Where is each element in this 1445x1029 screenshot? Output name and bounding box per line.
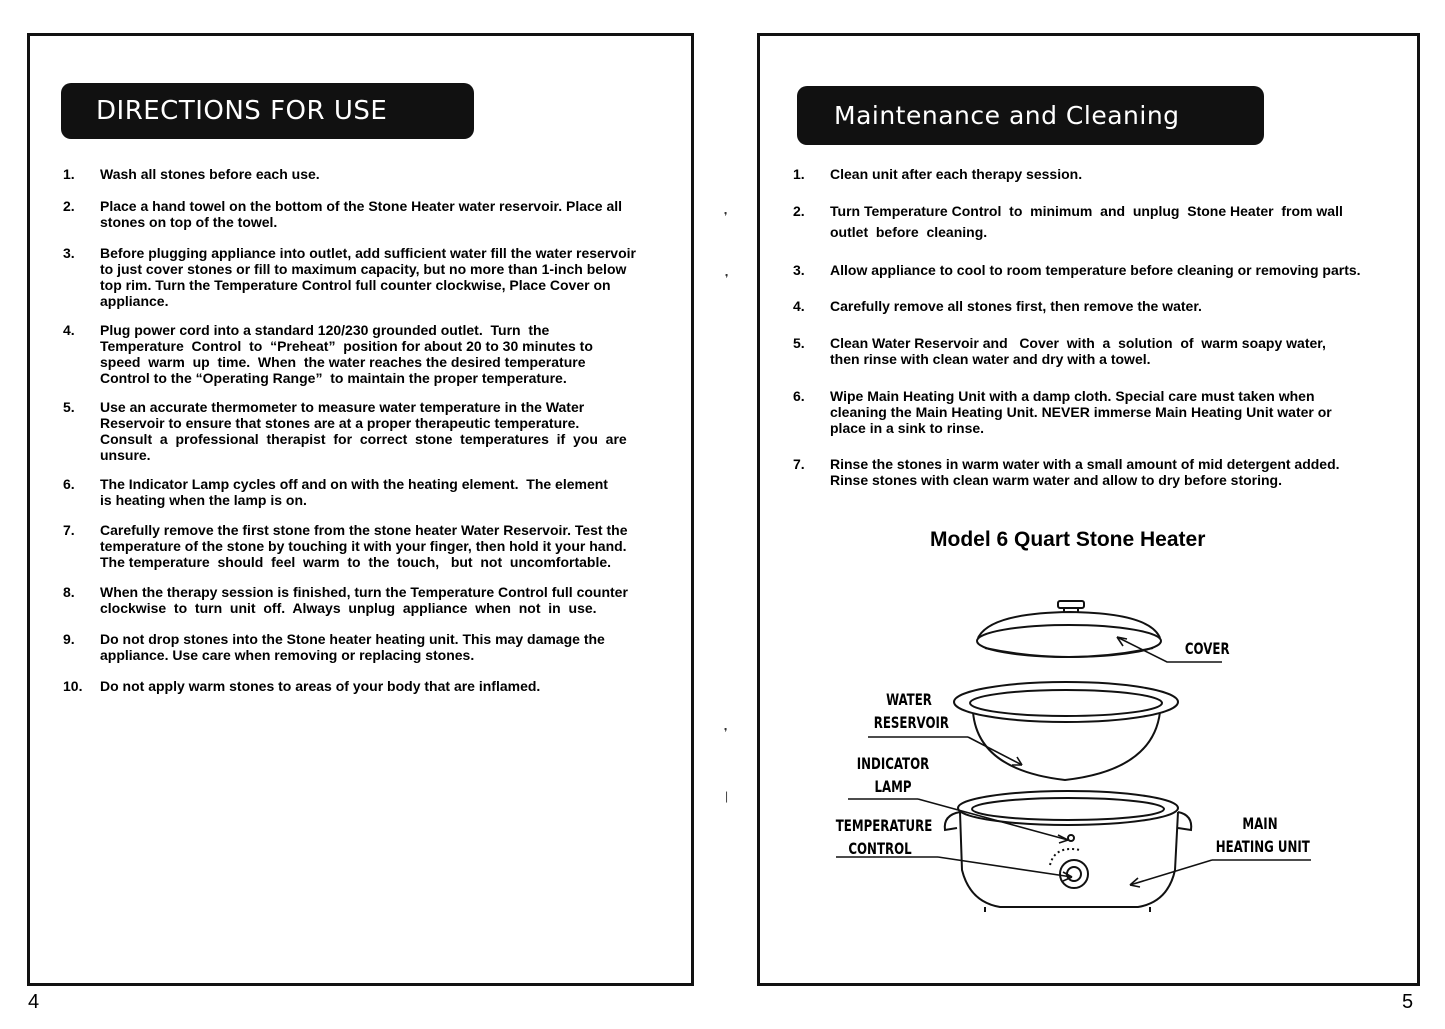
step-text-line: outlet before cleaning. bbox=[830, 224, 988, 240]
step-number: 10. bbox=[63, 678, 83, 694]
step-number: 8. bbox=[63, 584, 75, 600]
step-text-line: When the therapy session is finished, turn the Temperature Control full counter bbox=[100, 584, 628, 600]
step-text-line: Plug power cord into a standard 120/230 grounded outlet. Turn the bbox=[100, 322, 550, 338]
step-text-line: stones on top of the towel. bbox=[100, 214, 278, 230]
step-text-line: Turn Temperature Control to minimum and unplug Stone Heater from wall bbox=[830, 203, 1343, 219]
step-number: 2. bbox=[793, 203, 805, 219]
step-number: 2. bbox=[63, 198, 75, 214]
temperature-control-label: TEMPERATURE CONTROL bbox=[835, 816, 933, 858]
step-text-line: The temperature should feel warm to the touch, but not uncomfortable. bbox=[100, 554, 612, 570]
step-number: 1. bbox=[63, 166, 75, 182]
step-number: 4. bbox=[63, 322, 75, 338]
step-number: 7. bbox=[793, 456, 805, 472]
step-text-line: then rinse with clean water and dry with a towel. bbox=[830, 351, 1151, 367]
step-text-line: Consult a professional therapist for correct stone temperatures if you are bbox=[100, 431, 627, 447]
left-page-number: 4 bbox=[28, 991, 40, 1013]
step-text-line: appliance. Use care when removing or replacing stones. bbox=[100, 647, 475, 663]
step-text-line: place in a sink to rinse. bbox=[830, 420, 985, 436]
step-text-line: Before plugging appliance into outlet, add sufficient water fill the water reservoir bbox=[100, 245, 636, 261]
maintenance-heading: Maintenance and Cleaning bbox=[797, 86, 1264, 145]
step-number: 5. bbox=[793, 335, 805, 351]
step-text-line: Carefully remove the first stone from the stone heater Water Reservoir. Test the bbox=[100, 522, 628, 538]
step-text-line: speed warm up time. When the water reaches the desired temperature bbox=[100, 354, 586, 370]
step-number: 6. bbox=[63, 476, 75, 492]
step-text-line: unsure. bbox=[100, 447, 151, 463]
step-text-line: Use an accurate thermometer to measure water temperature in the Water bbox=[100, 399, 585, 415]
heating-unit-illustration bbox=[945, 791, 1191, 912]
scan-speck: ❘ bbox=[722, 791, 732, 803]
step-text-line: Carefully remove all stones first, then remove the water. bbox=[830, 298, 1202, 314]
step-text-line: Control to the “Operating Range” to maintain the proper temperature. bbox=[100, 370, 567, 386]
step-number: 1. bbox=[793, 166, 805, 182]
directions-heading: DIRECTIONS FOR USE bbox=[61, 83, 474, 139]
step-number: 7. bbox=[63, 522, 75, 538]
step-text-line: Do not apply warm stones to areas of your body that are inflamed. bbox=[100, 678, 541, 694]
water-reservoir-illustration bbox=[954, 682, 1178, 780]
step-number: 6. bbox=[793, 388, 805, 404]
main-heating-unit-label: MAIN HEATING UNIT bbox=[1215, 814, 1310, 856]
step-number: 5. bbox=[63, 399, 75, 415]
step-text-line: Allow appliance to cool to room temperature before cleaning or removing parts. bbox=[830, 262, 1361, 278]
right-page-number: 5 bbox=[1402, 991, 1414, 1013]
step-number: 3. bbox=[63, 245, 75, 261]
scan-speck: ❜ bbox=[724, 211, 728, 223]
step-text-line: to just cover stones or fill to maximum capacity, but no more than 1-inch below bbox=[100, 261, 627, 277]
step-text-line: clockwise to turn unit off. Always unplug appliance when not in use. bbox=[100, 600, 597, 616]
step-text-line: cleaning the Main Heating Unit. NEVER immerse Main Heating Unit water or bbox=[830, 404, 1332, 420]
step-text-line: Wash all stones before each use. bbox=[100, 166, 320, 182]
step-text-line: top rim. Turn the Temperature Control full counter clockwise, Place Cover on bbox=[100, 277, 611, 293]
step-number: 9. bbox=[63, 631, 75, 647]
step-number: 3. bbox=[793, 262, 805, 278]
step-text-line: Clean Water Reservoir and Cover with a solution of warm soapy water, bbox=[830, 335, 1326, 351]
indicator-lamp-label: INDICATOR LAMP bbox=[856, 754, 930, 796]
step-text-line: Rinse the stones in warm water with a small amount of mid detergent added. bbox=[830, 456, 1340, 472]
cover-label: COVER bbox=[1184, 639, 1230, 658]
step-number: 4. bbox=[793, 298, 805, 314]
step-text-line: The Indicator Lamp cycles off and on with the heating element. The element bbox=[100, 476, 608, 492]
step-text-line: Place a hand towel on the bottom of the Stone Heater water reservoir. Place all bbox=[100, 198, 623, 214]
step-text-line: Rinse stones with clean warm water and allow to dry before storing. bbox=[830, 472, 1282, 488]
cover-illustration bbox=[977, 601, 1161, 657]
scan-speck: ❜ bbox=[725, 273, 729, 285]
scan-speck: ❜ bbox=[724, 727, 728, 739]
step-text-line: Clean unit after each therapy session. bbox=[830, 166, 1083, 182]
step-text-line: is heating when the lamp is on. bbox=[100, 492, 307, 508]
step-text-line: Temperature Control to “Preheat” position for about 20 to 30 minutes to bbox=[100, 338, 593, 354]
water-reservoir-label: WATER RESERVOIR bbox=[873, 690, 949, 732]
step-text-line: appliance. bbox=[100, 293, 169, 309]
step-text-line: Wipe Main Heating Unit with a damp cloth. Special care must taken when bbox=[830, 388, 1315, 404]
diagram-title: Model 6 Quart Stone Heater bbox=[930, 528, 1206, 551]
step-text-line: Reservoir to ensure that stones are at a proper therapeutic temperature. bbox=[100, 415, 580, 431]
step-text-line: Do not drop stones into the Stone heater heating unit. This may damage the bbox=[100, 631, 605, 647]
step-text-line: temperature of the stone by touching it with your finger, then hold it your hand. bbox=[100, 538, 627, 554]
